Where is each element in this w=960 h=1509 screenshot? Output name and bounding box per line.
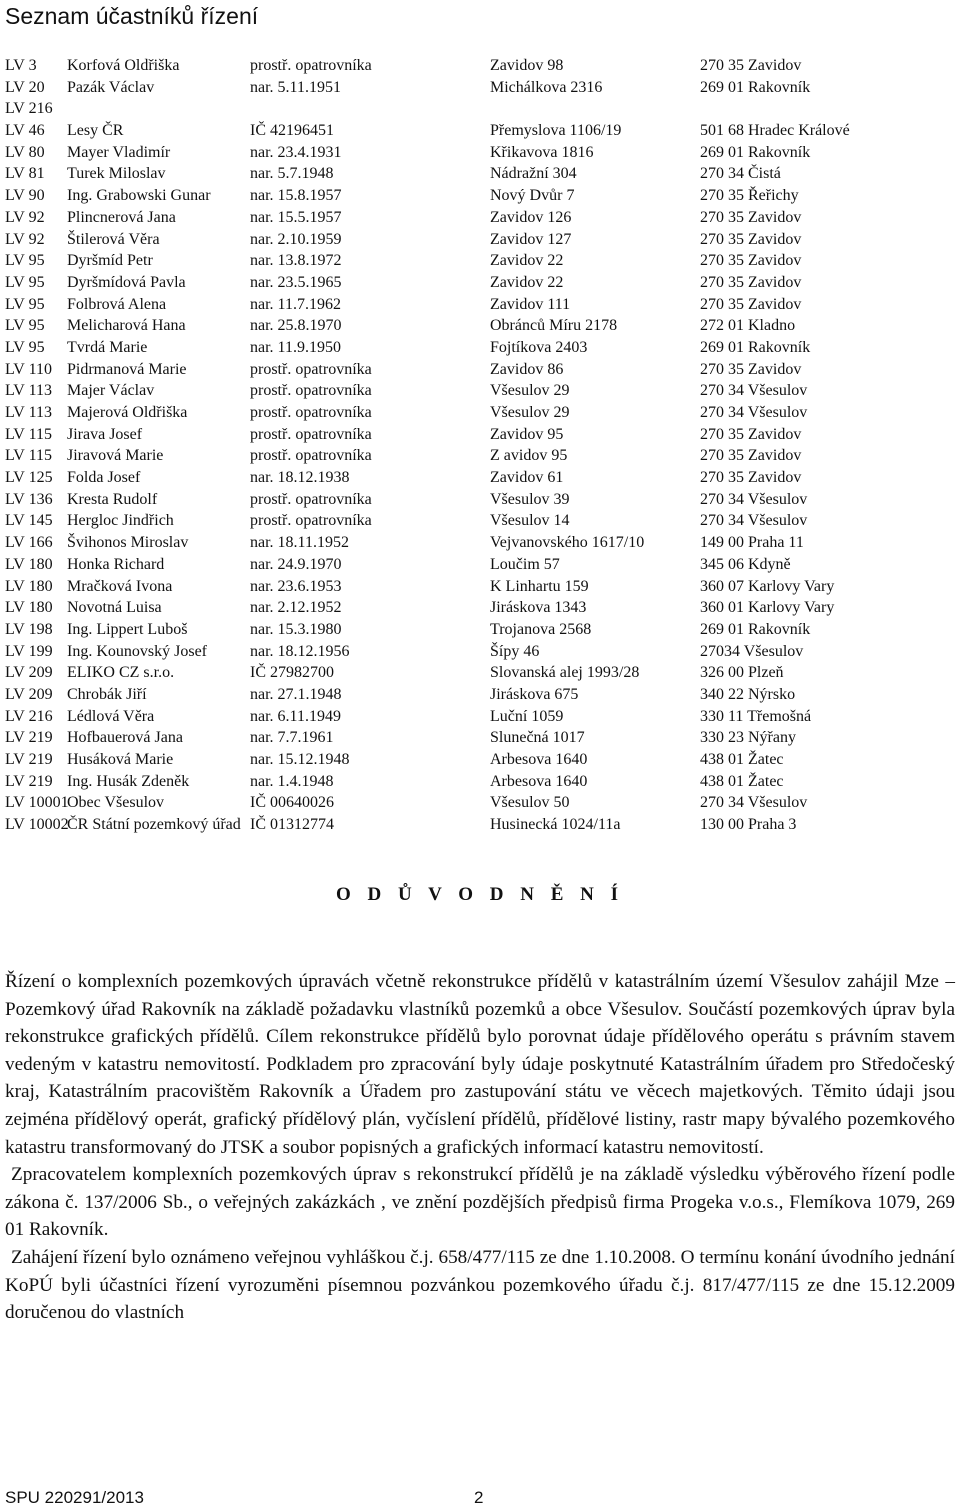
participant-info: nar. 11.7.1962 [250, 295, 341, 313]
participant-city: 438 01 Žatec [700, 772, 784, 790]
participant-info: nar. 18.12.1956 [250, 642, 350, 660]
participant-city: 27034 Všesulov [700, 642, 804, 660]
participant-name: Folda Josef [67, 469, 141, 487]
participant-address: Slovanská alej 1993/28 [490, 664, 640, 682]
participant-row [0, 55, 960, 77]
lv-number: LV 95 [5, 317, 45, 335]
participant-row [0, 337, 960, 359]
lv-number: LV 219 [5, 729, 53, 747]
participant-info: nar. 23.5.1965 [250, 273, 342, 291]
participant-info: nar. 27.1.1948 [250, 685, 342, 703]
participant-info: nar. 2.12.1952 [250, 599, 342, 617]
participant-info: nar. 1.4.1948 [250, 772, 334, 790]
participant-name: Novotná Luisa [67, 599, 162, 617]
participant-city: 270 34 Všesulov [700, 512, 808, 530]
lv-number: LV 95 [5, 273, 45, 291]
participant-info: prostř. opatrovníka [250, 425, 372, 443]
participant-city: 501 68 Hradec Králové [700, 122, 850, 140]
participant-row [0, 619, 960, 641]
participant-address: Fojtíkova 2403 [490, 338, 588, 356]
lv-number: LV 216 [5, 100, 53, 118]
participant-address: Zavidov 22 [490, 273, 564, 291]
participant-city: 270 35 Zavidov [700, 447, 802, 465]
paragraph-2: Zpracovatelem komplexních pozemkových úprav s rekonstrukcí přídělů je na základě výsledku výběrového řízení podle zákona č. 137/2006 Sb., o veřejných zakázkách , ve znění pozdějších předpisů firma Progeka v.o.s., Flemíkova 1079, 269 01 Rakovník. [5, 1164, 955, 1241]
participant-city: 272 01 Kladno [700, 317, 796, 335]
participant-info: nar. 24.9.1970 [250, 555, 342, 573]
lv-number: LV 20 [5, 78, 45, 96]
participant-info: nar. 23.6.1953 [250, 577, 342, 595]
participant-address: Zavidov 127 [490, 230, 572, 248]
paragraph-1: Řízení o komplexních pozemkových úpravách včetně rekonstrukce přídělů v katastrálním území Všesulov zahájil Mze – Pozemkový úřad Rakovník na základě požadavku vlastníků pozemků a obce Všesulov. Součástí pozemkových úprav byla rekonstrukce grafických přídělů. Cílem rekonstrukce přídělů bylo porovnat údaje přídělového operátu s právním stavem vedeným v katastru nemovitostí. Podkladem pro zpracování byly údaje poskytnuté Katastrálním úřadem pro Středočeský kraj, Katastrálním pracovištěm Rakovník a Úřadem pro zastupování státu ve věcech majetkových. Těmito údaji jsou zejména přídělový operát, grafický přídělový plán, vyčíslení přídělů, přídělové listiny, rastr mapy bývalého pozemkového katastru transformovaný do JTSK a soubor popisných a grafických informací katastru nemovitostí. [5, 971, 955, 1158]
participant-row [0, 576, 960, 598]
page-number: 2 [474, 1488, 484, 1507]
participant-name: Dyršmíd Petr [67, 252, 153, 270]
participant-row [0, 792, 960, 814]
participant-address: Zavidov 86 [490, 360, 564, 378]
participant-address: Nádražní 304 [490, 165, 577, 183]
lv-number: LV 81 [5, 165, 45, 183]
participant-row [0, 727, 960, 749]
participant-name: Tvrdá Marie [67, 338, 148, 356]
participant-city: 269 01 Rakovník [700, 338, 811, 356]
participant-city: 330 23 Nýřany [700, 729, 796, 747]
lv-number: LV 199 [5, 642, 53, 660]
participant-address: Z avidov 95 [490, 447, 568, 465]
lv-number: LV 92 [5, 230, 45, 248]
participant-name: Husáková Marie [67, 751, 174, 768]
participant-address: Arbesova 1640 [490, 751, 588, 768]
participant-name: Honka Richard [67, 555, 165, 573]
lv-number: LV 113 [5, 382, 52, 400]
participant-row [0, 402, 960, 424]
participant-address: Jiráskova 1343 [490, 599, 587, 617]
participant-name: ČR Státní pozemkový úřad [67, 816, 241, 834]
participant-address: Michálkova 2316 [490, 78, 603, 96]
paragraph-3: Zahájení řízení bylo oznámeno veřejnou vyhláškou č.j. 658/477/115 ze dne 1.10.2008. O termínu konání úvodního jednání KoPÚ byli účastníci řízení vyrozuměni písemnou pozvánkou pozemkového úřadu č.j. 817/477/115 ze dne 15.12.2009 doručenou do vlastních [5, 1246, 955, 1324]
participant-address: Trojanova 2568 [490, 620, 592, 638]
lv-number: LV 90 [5, 187, 45, 205]
participant-address: Všesulov 14 [490, 512, 570, 530]
participant-city: 270 35 Zavidov [700, 360, 802, 378]
lv-number: LV 209 [5, 685, 53, 703]
participant-name: Hergloc Jindřich [67, 512, 174, 530]
participant-info: nar. 15.8.1957 [250, 187, 342, 205]
participant-row [0, 185, 960, 207]
participant-city: 326 00 Plzeň [700, 664, 784, 682]
participant-name: Švihonos Miroslav [67, 534, 189, 552]
lv-number: LV 115 [5, 447, 52, 465]
participant-city: 330 11 Třemošná [700, 707, 812, 725]
lv-number: LV 3 [5, 57, 37, 74]
participant-info: prostř. opatrovníka [250, 447, 372, 465]
participant-info: prostř. opatrovníka [250, 360, 372, 378]
participant-city: 360 07 Karlovy Vary [700, 577, 835, 595]
participant-row [0, 424, 960, 446]
participant-info: nar. 15.5.1957 [250, 208, 342, 226]
participant-name: Ing. Kounovský Josef [67, 642, 207, 660]
participant-city: 270 34 Čistá [700, 165, 781, 183]
participant-city: 438 01 Žatec [700, 751, 784, 768]
participant-name: Jiravová Marie [67, 447, 164, 465]
lv-number: LV 95 [5, 295, 45, 313]
participant-city: 270 35 Zavidov [700, 273, 802, 291]
participant-row [0, 662, 960, 684]
participant-city: 269 01 Rakovník [700, 78, 811, 96]
participant-info: prostř. opatrovníka [250, 512, 372, 530]
participant-name: Ing. Husák Zdeněk [67, 772, 190, 790]
participant-name: Štilerová Věra [67, 230, 160, 248]
participant-name: Melicharová Hana [67, 317, 186, 335]
participant-row [0, 207, 960, 229]
participant-info: nar. 13.8.1972 [250, 252, 342, 270]
participant-city: 270 34 Všesulov [700, 794, 808, 812]
participant-name: Ing. Grabowski Gunar [67, 187, 211, 205]
lv-number: LV 95 [5, 338, 45, 356]
lv-number: LV 110 [5, 360, 52, 378]
lv-number: LV 216 [5, 707, 53, 725]
participant-info: nar. 2.10.1959 [250, 230, 342, 248]
participant-row [0, 749, 960, 771]
participant-name: Kresta Rudolf [67, 490, 158, 508]
participant-name: Majer Václav [67, 382, 155, 400]
participant-city: 270 34 Všesulov [700, 404, 808, 421]
participant-city: 360 01 Karlovy Vary [700, 599, 835, 617]
participant-address: Zavidov 98 [490, 57, 564, 74]
lv-number: LV 10002 [5, 816, 69, 834]
participant-city: 270 35 Zavidov [700, 425, 802, 443]
reasoning-heading: O D Ů V O D N Ě N Í [335, 884, 624, 905]
lv-number: LV 209 [5, 664, 53, 682]
participant-name: Ing. Lippert Luboš [67, 620, 188, 638]
participant-row [0, 142, 960, 164]
participant-name: Mračková Ivona [67, 577, 173, 595]
participant-row [0, 597, 960, 619]
participant-name: Folbrová Alena [67, 295, 167, 313]
participant-address: Zavidov 61 [490, 469, 564, 487]
lv-number: LV 113 [5, 404, 52, 421]
participant-city: 269 01 Rakovník [700, 143, 811, 161]
lv-number: LV 10001 [5, 794, 69, 812]
participant-row [0, 489, 960, 511]
participant-city: 270 35 Zavidov [700, 252, 802, 270]
participant-info: nar. 5.7.1948 [250, 165, 334, 183]
participant-info: prostř. opatrovníka [250, 490, 372, 508]
participant-row [0, 250, 960, 272]
participant-info: IČ 42196451 [250, 122, 334, 140]
participant-address: Zavidov 95 [490, 425, 564, 443]
participant-city: 270 35 Zavidov [700, 57, 802, 74]
participant-row [0, 315, 960, 337]
participant-name: ELIKO CZ s.r.o. [67, 664, 175, 682]
document-id: SPU 220291/2013 [5, 1488, 144, 1507]
page-title: Seznam účastníků řízení [5, 3, 259, 29]
lv-number: LV 92 [5, 208, 45, 226]
participant-name: Plincnerová Jana [67, 208, 176, 226]
participant-city: 270 35 Zavidov [700, 469, 802, 487]
participant-name: Obec Všesulov [67, 794, 165, 812]
participant-city: 340 22 Nýrsko [700, 685, 796, 703]
participant-row [0, 359, 960, 381]
participant-name: Korfová Oldřiška [67, 57, 180, 74]
lv-number: LV 180 [5, 577, 53, 595]
participant-info: prostř. opatrovníka [250, 404, 372, 421]
participant-address: Křikavova 1816 [490, 143, 594, 161]
participant-name: Lesy ČR [67, 122, 124, 140]
participant-row [0, 380, 960, 402]
participant-name: Dyršmídová Pavla [67, 273, 186, 291]
participant-city: 270 34 Všesulov [700, 490, 808, 508]
participant-address: Husinecká 1024/11a [490, 816, 621, 834]
participant-info: prostř. opatrovníka [250, 382, 372, 400]
participant-row [0, 77, 960, 99]
participant-info: IČ 27982700 [250, 664, 334, 682]
participant-info: nar. 15.3.1980 [250, 620, 342, 638]
participant-row [0, 814, 960, 836]
participants-list [0, 55, 960, 836]
participant-row [0, 771, 960, 793]
participant-name: Jirava Josef [67, 425, 143, 443]
lv-number: LV 180 [5, 555, 53, 573]
participant-address: Zavidov 111 [490, 295, 571, 313]
participant-info: nar. 23.4.1931 [250, 143, 342, 161]
participant-address: Vejvanovského 1617/10 [490, 534, 645, 552]
participant-name: Pazák Václav [67, 78, 155, 96]
participant-city: 269 01 Rakovník [700, 620, 811, 638]
participant-name: Hofbauerová Jana [67, 729, 183, 747]
lv-number: LV 125 [5, 469, 53, 487]
participant-row [0, 510, 960, 532]
participant-address: Přemyslova 1106/19 [490, 122, 622, 140]
participant-info: prostř. opatrovníka [250, 57, 372, 74]
participant-address: Obránců Míru 2178 [490, 317, 618, 335]
reasoning-body [5, 968, 955, 1327]
lv-number: LV 80 [5, 143, 45, 161]
lv-number: LV 95 [5, 252, 45, 270]
participant-row [0, 98, 960, 120]
participant-address: Všesulov 29 [490, 404, 570, 421]
participant-address: Všesulov 50 [490, 794, 570, 812]
participant-address: K Linhartu 159 [490, 577, 589, 595]
participant-name: Lédlová Věra [67, 707, 155, 725]
participant-name: Mayer Vladimír [67, 143, 171, 161]
participant-address: Slunečná 1017 [490, 729, 585, 747]
participant-address: Všesulov 29 [490, 382, 570, 400]
participant-row [0, 706, 960, 728]
participant-row [0, 272, 960, 294]
participant-city: 270 35 Zavidov [700, 208, 802, 226]
participant-city: 270 35 Řeřichy [700, 187, 799, 205]
participant-info: nar. 15.12.1948 [250, 751, 350, 768]
participant-city: 270 34 Všesulov [700, 382, 808, 400]
participant-info: nar. 25.8.1970 [250, 317, 342, 335]
lv-number: LV 46 [5, 122, 45, 140]
participant-row [0, 163, 960, 185]
participant-row [0, 229, 960, 251]
participant-name: Majerová Oldřiška [67, 404, 188, 421]
lv-number: LV 145 [5, 512, 53, 530]
participant-address: Všesulov 39 [490, 490, 570, 508]
participant-row [0, 641, 960, 663]
participant-name: Pidrmanová Marie [67, 360, 187, 378]
participant-info: IČ 00640026 [250, 794, 334, 812]
participant-address: Jiráskova 675 [490, 685, 579, 703]
participant-info: IČ 01312774 [250, 816, 334, 834]
participant-city: 270 35 Zavidov [700, 230, 802, 248]
participant-name: Chrobák Jiří [67, 685, 147, 703]
lv-number: LV 115 [5, 425, 52, 443]
participant-address: Zavidov 22 [490, 252, 564, 270]
participant-address: Arbesova 1640 [490, 772, 588, 790]
participant-address: Loučim 57 [490, 555, 560, 573]
participant-row [0, 554, 960, 576]
lv-number: LV 166 [5, 534, 53, 552]
participant-row [0, 120, 960, 142]
participant-info: nar. 11.9.1950 [250, 338, 341, 356]
participant-row [0, 684, 960, 706]
lv-number: LV 180 [5, 599, 53, 617]
participant-row [0, 532, 960, 554]
participant-address: Zavidov 126 [490, 208, 572, 226]
participant-row [0, 467, 960, 489]
participant-address: Nový Dvůr 7 [490, 187, 575, 205]
participant-row [0, 445, 960, 467]
participant-city: 149 00 Praha 11 [700, 534, 804, 552]
participant-info: nar. 7.7.1961 [250, 729, 334, 747]
lv-number: LV 219 [5, 772, 53, 790]
participant-address: Luční 1059 [490, 707, 564, 725]
lv-number: LV 219 [5, 751, 53, 768]
participant-name: Turek Miloslav [67, 165, 166, 183]
participant-city: 270 35 Zavidov [700, 295, 802, 313]
participant-city: 130 00 Praha 3 [700, 816, 797, 834]
participant-address: Šípy 46 [490, 642, 540, 660]
participant-info: nar. 6.11.1949 [250, 707, 341, 725]
participant-info: nar. 5.11.1951 [250, 78, 341, 96]
participant-info: nar. 18.12.1938 [250, 469, 350, 487]
participant-row [0, 294, 960, 316]
participant-info: nar. 18.11.1952 [250, 534, 349, 552]
participant-city: 345 06 Kdyně [700, 555, 791, 573]
lv-number: LV 136 [5, 490, 53, 508]
lv-number: LV 198 [5, 620, 53, 638]
